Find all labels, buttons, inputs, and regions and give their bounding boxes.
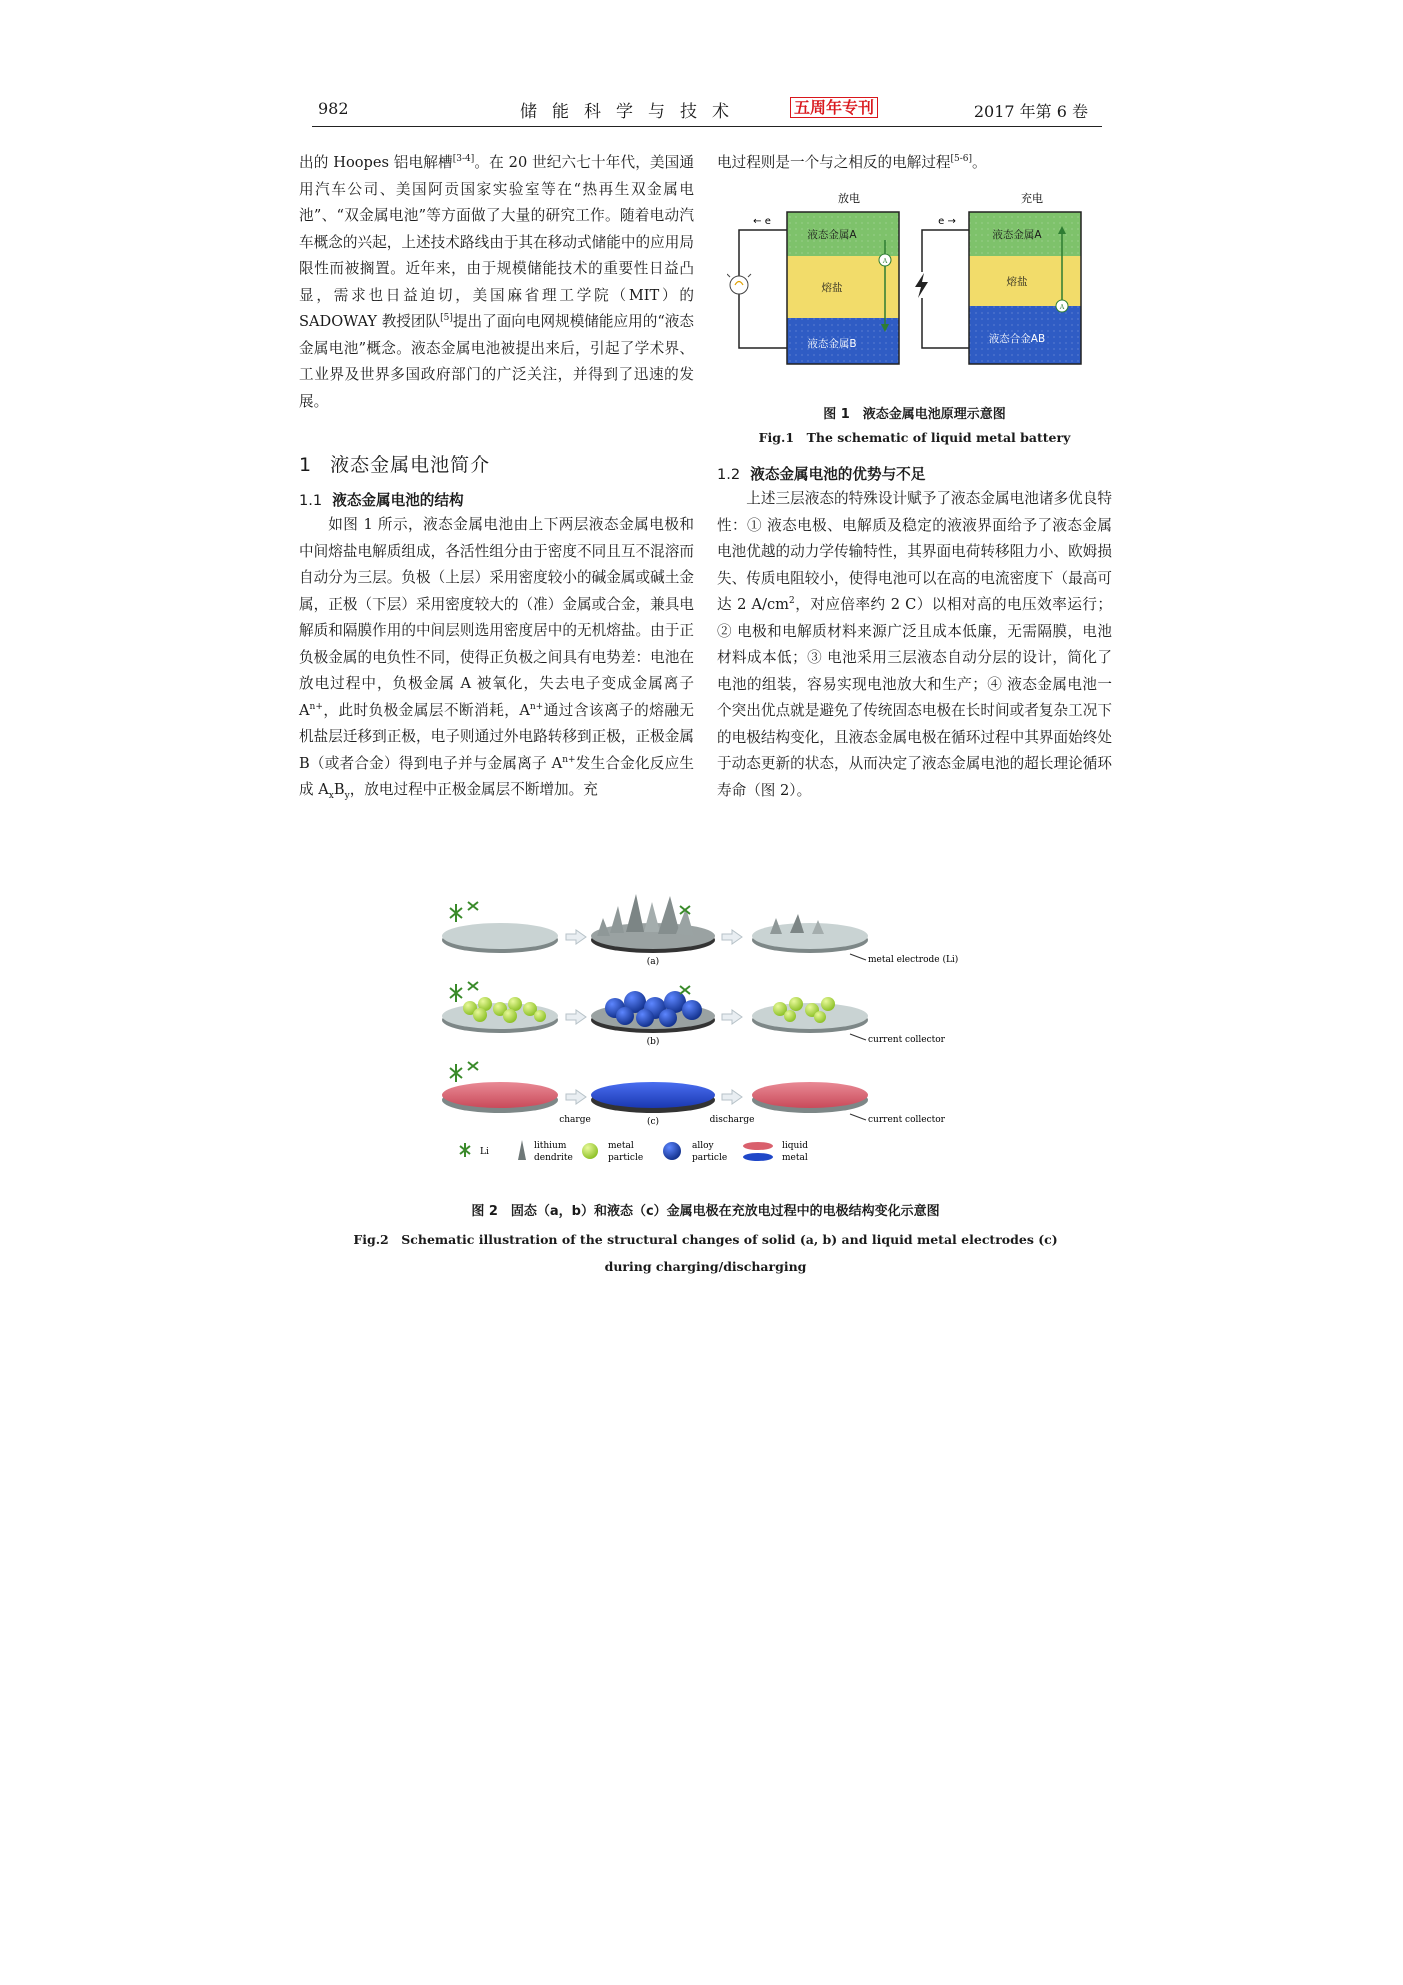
page-header — [312, 97, 1102, 127]
fig2-label-charge: charge — [559, 1115, 591, 1125]
fig2-label-current-collector-b: current collector — [868, 1035, 945, 1045]
fig2-legend — [460, 1140, 808, 1163]
svg-text:A: A — [882, 258, 888, 265]
paragraph-intro: 出的 Hoopes 铝电解槽[3-4]。在 20 世纪六七十年代，美国通用汽车公司、美国阿贡国家实验室等在“热再生双金属电池”、“双金属电池”等方面做了大量的研究工作。随着电动汽车概念的兴起，上述技术路线由于其在移动式储能中的应用局限性而被搁置。近年来，由于规模储能技术的重要性日益凸显，需求也日益迫切，美国麻省理工学院（MIT）的 SADOWAY 教授团队[5]提出了面向电网规模储能应用的“液态金属电池”概念。液态金属电池被提出来后，引起了学术界、工业界及世界多国政府部门的广泛关注，并得到了迅速的发展。 — [299, 154, 694, 410]
citation[interactable]: [3-4] — [452, 154, 475, 165]
right-column-top — [717, 150, 1112, 177]
legend-li: Li — [480, 1147, 489, 1157]
figure-1-caption-cn: 图 1 液态金属电池原理示意图 — [823, 407, 1006, 422]
svg-text:lithium: lithium — [534, 1141, 567, 1151]
svg-text:particle: particle — [692, 1153, 728, 1163]
left-column-body — [299, 512, 694, 804]
svg-text:A: A — [1059, 304, 1065, 311]
fig2-label-c: (c) — [646, 1117, 660, 1127]
left-column — [299, 150, 694, 415]
figure-2-caption-en: Fig.2 Schematic illustration of the structural changes of solid (a, b) and liquid metal electrodes (c) during charging/discharging — [353, 1232, 1058, 1274]
citation[interactable]: [5-6] — [950, 154, 973, 165]
fig2-row-c — [442, 1082, 946, 1127]
fig1-discharge-cell — [787, 212, 899, 364]
fig1-charge-cell — [969, 212, 1081, 364]
svg-text:液态金属A: 液态金属A — [807, 229, 857, 241]
special-issue-badge: 五周年专刊 — [790, 97, 878, 118]
paragraph-charge: 电过程则是一个与之相反的电解过程[5-6]。 — [717, 154, 987, 171]
svg-text:dendrite: dendrite — [534, 1153, 573, 1163]
fig1-charge-label: 充电 — [1021, 192, 1043, 205]
figure-2-schematic — [440, 888, 1000, 1178]
svg-text:particle: particle — [608, 1153, 644, 1163]
fig2-label-b: (b) — [646, 1037, 660, 1047]
svg-text:液态金属A: 液态金属A — [992, 229, 1042, 241]
svg-text:液态金属B: 液态金属B — [807, 338, 857, 350]
section-heading-1: 1 液态金属电池简介 — [299, 454, 491, 476]
svg-text:熔盐: 熔盐 — [821, 282, 843, 294]
volume-info: 2017 年第 6 卷 — [973, 102, 1088, 121]
svg-text:e →: e → — [938, 216, 956, 227]
lightbulb-icon — [727, 274, 751, 294]
lightning-icon — [911, 272, 933, 298]
svg-text:← e: ← e — [753, 216, 771, 227]
section-heading-1-2: 1.2 液态金属电池的优势与不足 — [717, 466, 926, 483]
svg-text:alloy: alloy — [692, 1141, 714, 1151]
liquid-metal-legend-icon — [743, 1142, 773, 1150]
citation[interactable]: [5] — [440, 313, 453, 324]
figure-2-caption-cn: 图 2 固态（a，b）和液态（c）金属电极在充放电过程中的电极结构变化示意图 — [471, 1204, 940, 1219]
svg-text:liquid: liquid — [782, 1141, 808, 1151]
metal-particle-legend-icon — [582, 1143, 598, 1159]
dendrite-legend-icon — [518, 1140, 526, 1160]
journal-title: 储能科学与技术 — [520, 102, 744, 122]
page-number: 982 — [318, 99, 349, 118]
fig2-row-b — [442, 991, 946, 1047]
fig1-discharge-label: 放电 — [838, 192, 860, 205]
paragraph-advantages: 上述三层液态的特殊设计赋予了液态金属电池诸多优良特性：① 液态电极、电解质及稳定的液液界面给予了液态金属电池优越的动力学传输特性，其界面电荷转移阻力小、欧姆损失、传质电阻较小，使得电池可以在高的电流密度下（最高可达 2 $A/cm^2$，对应倍率约 2 C）以相对高的电压效率运行；② 电极和电解质材料来源广泛且成本低廉，无需隔膜，电池材料成本低；③ 电池采用三层液态自动分层的设计，简化了电池的组装，容易实现电池放大和生产；④ 液态金属电池一个突出优点就是避免了传统固态电极在长时间或者复杂工况下的电极结构变化，且液态金属电极在循环过程中其界面始终处于动态更新的状态，从而决定了液态金属电池的超长理论循环寿命（图 2）。 — [717, 490, 1113, 799]
figure-1-schematic — [727, 190, 1102, 385]
figure-1-caption-en: Fig.1 The schematic of liquid metal battery — [758, 430, 1071, 445]
li-legend-icon — [460, 1143, 470, 1157]
right-column-body — [717, 486, 1112, 804]
alloy-particle-legend-icon — [663, 1142, 681, 1160]
fig2-label-metal-electrode: metal electrode (Li) — [868, 955, 959, 965]
svg-text:metal: metal — [782, 1153, 808, 1163]
svg-text:熔盐: 熔盐 — [1006, 276, 1028, 288]
paragraph-structure: 如图 1 所示，液态金属电池由上下两层液态金属电极和中间熔盐电解质组成，各活性组分由于密度不同且互不混溶而自动分为三层。负极（上层）采用密度较小的碱金属或碱土金属，正极（下层）采用密度较大的（准）金属或合金，兼具电解质和隔膜作用的中间层则选用密度居中的无机熔盐。由于正负极金属的电负性不同，使得正负极之间具有电势差：电池在放电过程中，负极金属 A 被氧化，失去电子变成金属离子 $A^{n+}$，此时负极金属层不断消耗，$A^{n+}$通过含该离子的熔融无机盐层迁移到正极，电子则通过外电路转移到正极，正极金属 B（或者合金）得到电子并与金属离子 $A^{n+}$发生合金化反应生成 $A_xB_y$，放电过程中正极金属层不断增加。充 — [299, 516, 694, 801]
fig2-label-a: (a) — [646, 957, 660, 967]
section-heading-1-1: 1.1 液态金属电池的结构 — [299, 492, 464, 509]
fig2-row-a — [442, 894, 958, 967]
svg-text:metal: metal — [608, 1141, 634, 1151]
fig2-label-discharge: discharge — [709, 1115, 755, 1125]
fig2-label-current-collector-c: current collector — [868, 1115, 945, 1125]
svg-text:液态合金AB: 液态合金AB — [988, 333, 1046, 345]
